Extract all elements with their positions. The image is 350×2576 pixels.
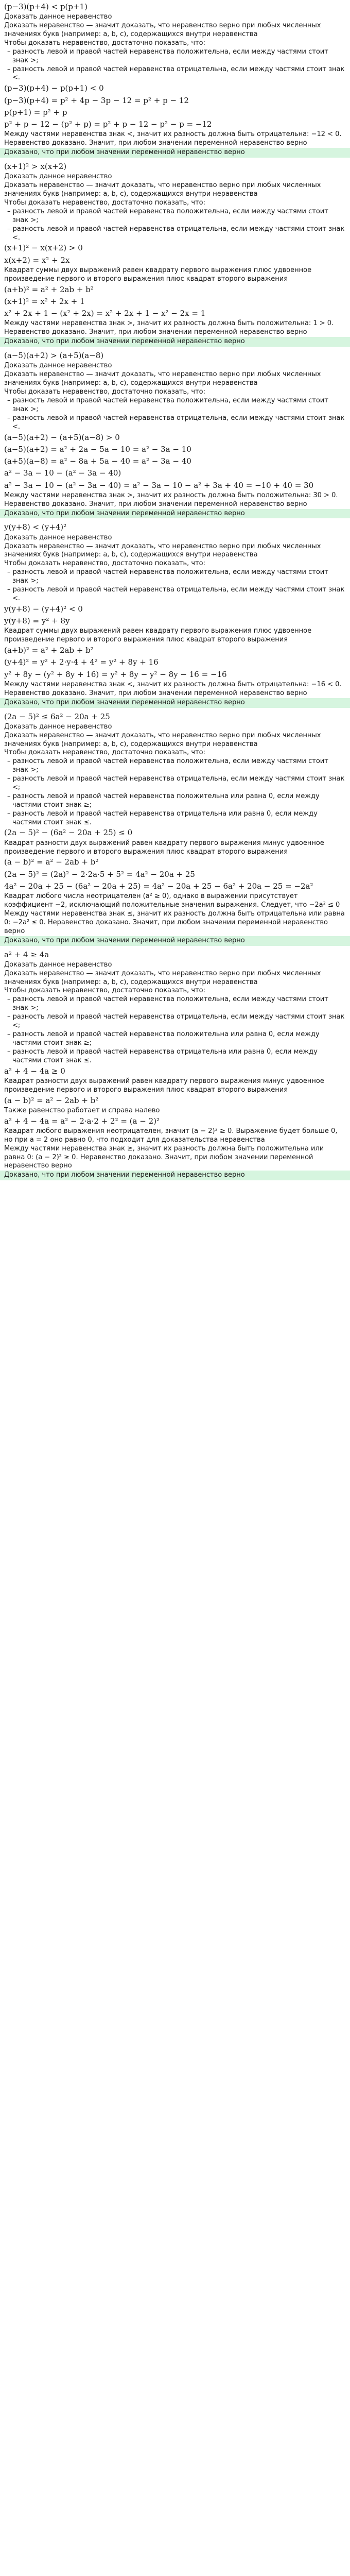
text-line: Доказать данное неравенство <box>4 362 112 370</box>
text-line: Доказать данное неравенство <box>4 960 112 969</box>
math-line: a² + 4 − 4a = a² − 2·a·2 + 2² = (a − 2)² <box>4 1116 160 1126</box>
text-line: Квадрат суммы двух выражений равен квадрату первого выражения плюс удвоенное произведение первого и второго выражения плюс квадрат второго выражения <box>4 627 312 644</box>
bullet-item: – разность левой и правой частей неравенства положительна или равна 0, если между частями стоит знак ≥; <box>4 1030 346 1048</box>
conclusion-banner: Доказано, что при любом значении переменной неравенство верно <box>0 337 350 347</box>
text-line: Чтобы доказать неравенство, достаточно показать, что: <box>4 198 205 207</box>
problem-section <box>4 949 346 1181</box>
math-line: (a−5)(a+2) = a² + 2a − 5a − 10 = a² − 3a − 10 <box>4 444 191 454</box>
solution-document <box>0 0 350 1180</box>
text-line: Чтобы доказать неравенство, достаточно показать, что: <box>4 39 205 47</box>
math-line: y² + 8y − (y² + 8y + 16) = y² + 8y − y² − 8y − 16 = −16 <box>4 669 227 679</box>
text-line: Доказать данное неравенство <box>4 722 112 731</box>
bullet-item: – разность левой и правой частей неравенства положительна, если между частями стоит знак >; <box>4 208 346 225</box>
text-line: Доказать неравенство — значит доказать, что неравенство верно при любых численных значениях букв (например: a, b, c), содержащихся внутри неравенства <box>4 181 321 198</box>
math-line: x² + 2x + 1 − (x² + 2x) = x² + 2x + 1 − x² − 2x = 1 <box>4 309 206 318</box>
math-line: (2a − 5)² ≤ 6a² − 20a + 25 <box>4 711 110 721</box>
text-line: Между частями неравенства знак >, значит их разность должна быть положительна: 30 > 0. Неравенство доказано. Значит, при любом значении переменной неравенство верно <box>4 491 338 508</box>
math-line: (2a − 5)² − (6a² − 20a + 25) ≤ 0 <box>4 828 133 838</box>
math-line: (y+4)² = y² + 2·y·4 + 4² = y² + 8y + 16 <box>4 657 159 667</box>
math-line: (p−3)(p+4) − p(p+1) < 0 <box>4 83 104 93</box>
math-line: (a+b)² = a² + 2ab + b² <box>4 646 94 655</box>
text-line: Квадрат суммы двух выражений равен квадрату первого выражения плюс удвоенное произведение первого и второго выражения плюс квадрат второго выражения <box>4 266 312 283</box>
text-line: Доказать неравенство — значит доказать, что неравенство верно при любых численных значениях букв (например: a, b, c), содержащихся внутри неравенства <box>4 542 321 559</box>
text-line: Доказать данное неравенство <box>4 13 112 21</box>
text-line: Чтобы доказать неравенство, достаточно показать, что: <box>4 749 205 757</box>
math-line: 4a² − 20a + 25 − (6a² − 20a + 25) = 4a² − 20a + 25 − 6a² + 20a − 25 = −2a² <box>4 881 313 891</box>
problem-section <box>4 350 346 518</box>
bullet-item: – разность левой и правой частей неравенства отрицательна или равна 0, если между частями стоит знак ≤. <box>4 1048 346 1065</box>
text-line: Квадрат разности двух выражений равен квадрату первого выражения минус удвоенное произведение первого и второго выражения плюс квадрат второго выражения <box>4 1077 324 1094</box>
text-line: Между частями неравенства знак >, значит их разность должна быть положительна: 1 > 0. Неравенство доказано. Значит, при любом значении переменной неравенство верно <box>4 319 334 336</box>
math-line: a² − 3a − 10 − (a² − 3a − 40) <box>4 468 121 478</box>
math-line: (a+5)(a−8) = a² − 8a + 5a − 40 = a² − 3a − 40 <box>4 456 191 466</box>
text-line: Квадрат любого числа неотрицателен (a² ≥ 0), однако в выражении присутствует коэффициент −2, исключающий положительные значения выражения. Следует, что −2a² ≤ 0 <box>4 892 340 909</box>
math-line: y(y+8) = y² + 8y <box>4 616 70 626</box>
text-line: Между частями неравенства знак <, значит их разность должна быть отрицательна: −16 < 0. Неравенство доказано. Значит, при любом значении переменной неравенство верно <box>4 680 342 697</box>
problem-section <box>4 161 346 347</box>
math-line: (2a − 5)² = (2a)² − 2·2a·5 + 5² = 4a² − 20a + 25 <box>4 869 195 879</box>
text-line: Чтобы доказать неравенство, достаточно показать, что: <box>4 987 205 995</box>
text-line: Доказать неравенство — значит доказать, что неравенство верно при любых численных значениях букв (например: a, b, c), содержащихся внутри неравенства <box>4 22 321 39</box>
text-line: Между частями неравенства знак <, значит их разность должна быть отрицательна: −12 < 0. Неравенство доказано. Значит, при любом значении переменной неравенство верно <box>4 130 342 147</box>
text-line: Между частями неравенства знак ≤, значит их разность должна быть отрицательна или равна 0: −2a² ≤ 0. Неравенство доказано. Значит, при любом значении переменной неравенство верно <box>4 910 345 935</box>
math-line: (a − b)² = a² − 2ab + b² <box>4 1095 99 1105</box>
conclusion-banner: Доказано, что при любом значении переменной неравенство верно <box>0 148 350 158</box>
math-line: (x+1)² > x(x+2) <box>4 162 67 172</box>
text-line: Чтобы доказать неравенство, достаточно показать, что: <box>4 560 205 568</box>
math-line: p(p+1) = p² + p <box>4 107 67 117</box>
text-line: Доказать неравенство — значит доказать, что неравенство верно при любых численных значениях букв (например: a, b, c), содержащихся внутри неравенства <box>4 969 321 986</box>
bullet-item: – разность левой и правой частей неравенства отрицательна, если между частями стоит знак <; <box>4 775 346 792</box>
math-line: a² + 4 − 4a ≥ 0 <box>4 1066 65 1076</box>
bullet-item: – разность левой и правой частей неравенства положительна или равна 0, если между частями стоит знак ≥; <box>4 792 346 810</box>
conclusion-banner: Доказано, что при любом значении переменной неравенство верно <box>0 936 350 946</box>
math-line: y(y+8) − (y+4)² < 0 <box>4 604 83 614</box>
bullet-item: – разность левой и правой частей неравенства положительна, если между частями стоит знак >; <box>4 48 346 65</box>
text-line: Квадрат любого выражения неотрицателен, значит (a − 2)² ≥ 0. Выражение будет больше 0, но при a = 2 оно равно 0, что подходит для доказательства неравенства <box>4 1127 338 1144</box>
text-line: Доказать неравенство — значит доказать, что неравенство верно при любых численных значениях букв (например: a, b, c), содержащихся внутри неравенства <box>4 370 321 387</box>
math-line: x(x+2) = x² + 2x <box>4 255 70 265</box>
bullet-item: – разность левой и правой частей неравенства положительна, если между частями стоит знак >; <box>4 397 346 414</box>
math-line: y(y+8) < (y+4)² <box>4 522 67 532</box>
math-line: (a−5)(a+2) > (a+5)(a−8) <box>4 351 104 361</box>
bullet-item: – разность левой и правой частей неравенства отрицательна или равна 0, если между частями стоит знак ≤. <box>4 810 346 827</box>
problem-section <box>4 711 346 946</box>
conclusion-banner: Доказано, что при любом значении переменной неравенство верно <box>0 698 350 708</box>
text-line: Доказать данное неравенство <box>4 173 112 181</box>
math-line: a² + 4 ≥ 4a <box>4 950 49 959</box>
text-line: Квадрат разности двух выражений равен квадрату первого выражения минус удвоенное произведение первого и второго выражения плюс квадрат второго выражения <box>4 839 324 856</box>
bullet-item: – разность левой и правой частей неравенства отрицательна, если между частями стоит знак <. <box>4 225 346 243</box>
bullet-item: – разность левой и правой частей неравенства положительна, если между частями стоит знак >; <box>4 757 346 775</box>
problem-section <box>4 1 346 158</box>
bullet-item: – разность левой и правой частей неравенства положительна, если между частями стоит знак >; <box>4 995 346 1013</box>
text-line: Доказать данное неравенство <box>4 533 112 541</box>
text-line: Чтобы доказать неравенство, достаточно показать, что: <box>4 388 205 396</box>
conclusion-banner: Доказано, что при любом значении переменной неравенство верно <box>0 509 350 519</box>
math-line: (p−3)(p+4) < p(p+1) <box>4 2 87 11</box>
conclusion-banner: Доказано, что при любом значении переменной неравенство верно <box>0 1171 350 1180</box>
bullet-item: – разность левой и правой частей неравенства положительна, если между частями стоит знак >; <box>4 568 346 586</box>
math-line: (x+1)² = x² + 2x + 1 <box>4 296 85 306</box>
math-line: (a − b)² = a² − 2ab + b² <box>4 857 99 867</box>
bullet-item: – разность левой и правой частей неравенства отрицательна, если между частями стоит знак <. <box>4 65 346 83</box>
text-line: Доказать неравенство — значит доказать, что неравенство верно при любых численных значениях букв (например: a, b, c), содержащихся внутри неравенства <box>4 731 321 748</box>
math-line: (a+b)² = a² + 2ab + b² <box>4 284 94 294</box>
math-line: (a−5)(a+2) − (a+5)(a−8) > 0 <box>4 432 120 442</box>
text-line: Также равенство работает и справа налево <box>4 1106 160 1114</box>
math-line: a² − 3a − 10 − (a² − 3a − 40) = a² − 3a − 10 − a² + 3a + 40 = −10 + 40 = 30 <box>4 480 314 490</box>
math-line: (p−3)(p+4) = p² + 4p − 3p − 12 = p² + p − 12 <box>4 95 189 105</box>
problem-section <box>4 521 346 707</box>
bullet-item: – разность левой и правой частей неравенства отрицательна, если между частями стоит знак <. <box>4 414 346 432</box>
text-line: Между частями неравенства знак ≥, значит их разность должна быть положительна или равна 0: (a − 2)² ≥ 0. Неравенство доказано. Значит, при любом значении переменной неравенство верно <box>4 1144 324 1170</box>
bullet-item: – разность левой и правой частей неравенства отрицательна, если между частями стоит знак <. <box>4 586 346 603</box>
math-line: p² + p − 12 − (p² + p) = p² + p − 12 − p² − p = −12 <box>4 120 212 129</box>
bullet-item: – разность левой и правой частей неравенства отрицательна, если между частями стоит знак <; <box>4 1013 346 1030</box>
math-line: (x+1)² − x(x+2) > 0 <box>4 243 83 253</box>
